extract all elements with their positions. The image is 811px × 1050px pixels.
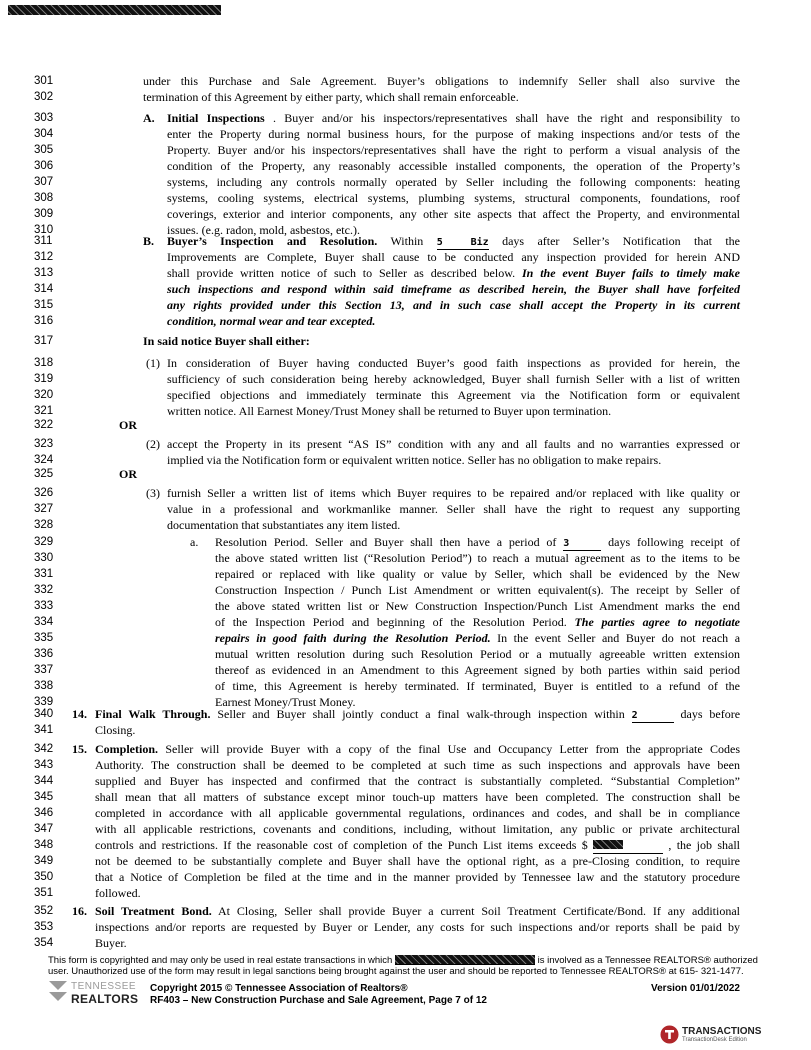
section-label: 15. [72, 742, 87, 756]
text: thereof as evidenced in an Amendment to this Agreement signed by both parties within said period [215, 663, 740, 677]
bold-text: In said notice Buyer shall either: [143, 334, 310, 348]
bold-text: OR [119, 467, 137, 481]
line-number: 349 [34, 855, 54, 867]
text: Closing. [95, 723, 136, 737]
line-text [95, 741, 740, 757]
line-number: 316 [34, 315, 54, 327]
line-number: 341 [34, 724, 54, 736]
line-number: 314 [34, 283, 54, 295]
line-350 [0, 869, 811, 885]
line-number: 326 [34, 487, 54, 499]
line-text [95, 919, 740, 935]
redacted-licensee [395, 955, 535, 965]
line-text [215, 614, 740, 630]
line-text [95, 885, 740, 901]
bold-italic-text: any rights provided under this Section 13, and in such case shall accept the Property in its current [167, 298, 740, 312]
line-351 [0, 885, 811, 901]
line-number: 301 [34, 75, 54, 87]
line-text [167, 517, 740, 533]
bold-italic-text: condition, normal wear and tear excepted. [167, 314, 376, 328]
bold-text: Initial Inspections [167, 111, 265, 125]
text: Within [390, 234, 424, 248]
line-number: 336 [34, 648, 54, 660]
line-text [215, 598, 740, 614]
line-text [167, 174, 740, 190]
section-label: (1) [146, 356, 160, 370]
line-345 [0, 789, 811, 805]
section-label: B. [143, 234, 155, 248]
line-number: 320 [34, 389, 54, 401]
line-number: 328 [34, 519, 54, 531]
line-text [167, 501, 740, 517]
section-label: 16. [72, 904, 87, 918]
line-303 [0, 110, 811, 126]
line-315 [0, 297, 811, 313]
text: Resolution Period. Seller and Buyer shall then have a period of [215, 535, 557, 549]
line-352 [0, 903, 811, 919]
text: written notice. All Earnest Money/Trust Money shall be returned to Buyer upon termination. [167, 404, 612, 418]
line-328 [0, 517, 811, 533]
line-text [167, 281, 740, 297]
text-continued: , the job shall [668, 838, 741, 852]
line-number: 347 [34, 823, 54, 835]
text: At Closing, Seller shall provide Buyer a current Soil Treatment Certificate/Bond. If any additional [218, 904, 740, 918]
text: with all applicable restrictions, covenants and conditions, including, without limitation, any public or private architectural [95, 822, 740, 836]
line-306 [0, 158, 811, 174]
text: issues. (e.g. radon, mold, asbestos, etc.). [167, 223, 360, 237]
form-title: RF403 – New Construction Purchase and Sale Agreement, Page 7 of 12 [150, 995, 487, 1006]
text: accept the Property in its present “AS IS” condition with any and all faults and no warranties expressed or [167, 437, 740, 451]
section-label: 14. [72, 707, 87, 721]
badge-title: TRANSACTIONS [682, 1026, 762, 1037]
line-number: 345 [34, 791, 54, 803]
transactions-logo-icon [660, 1025, 679, 1044]
line-number: 338 [34, 680, 54, 692]
line-number: 319 [34, 373, 54, 385]
fill-in-blank[interactable]: 5 Biz [436, 237, 489, 248]
redacted-amount [593, 840, 623, 849]
line-text [167, 436, 740, 452]
line-329 [0, 534, 811, 550]
text: Improvements are Complete, Buyer shall cause to be conducted any inspection provided for herein AND [167, 250, 740, 264]
text: Authority. The construction shall be deemed to be completed at such time as such inspections and approvals have been [95, 758, 740, 772]
line-text [215, 662, 740, 678]
line-number: 310 [34, 224, 54, 236]
bold-text: OR [119, 418, 137, 432]
section-label: (2) [146, 437, 160, 451]
line-number: 354 [34, 937, 54, 949]
bold-text: Completion. [95, 742, 158, 756]
line-text [95, 773, 740, 789]
line-text [119, 466, 219, 482]
logo-text-top: TENNESSEE [71, 981, 137, 992]
line-333 [0, 598, 811, 614]
line-313 [0, 265, 811, 281]
logo-text-bottom: REALTORS [71, 992, 139, 1006]
line-number: 339 [34, 696, 54, 708]
text: inspections and/or reports are requested by Buyer or Lender, any costs for such inspections and/or reports shall be paid by [95, 920, 740, 934]
fill-in-blank[interactable]: 3 [563, 538, 601, 551]
line-text [167, 233, 740, 250]
section-label: a. [190, 535, 199, 549]
bold-text: Soil Treatment Bond. [95, 904, 212, 918]
line-number: 309 [34, 208, 54, 220]
copyright-notice-line-2: user. Unauthorized use of the form may result in legal sanctions being brought against the user and should be reported to Tennessee REALTORS® at 615- 321-1477. [48, 966, 744, 977]
text: termination of this Agreement by either party, which shall remain enforceable. [143, 90, 519, 104]
line-number: 346 [34, 807, 54, 819]
text: systems, cooling systems, electrical systems, plumbing systems, structural components, foundations, roof [167, 191, 740, 205]
text: enter the Property during normal business hours, for the purpose of making inspections and/or tests of the [167, 127, 740, 141]
line-text [95, 903, 740, 919]
line-number: 303 [34, 112, 54, 124]
line-text [95, 789, 740, 805]
fill-in-blank[interactable] [593, 840, 663, 854]
line-327 [0, 501, 811, 517]
line-text [167, 313, 740, 329]
line-number: 311 [34, 235, 53, 247]
line-308 [0, 190, 811, 206]
text: value in a professional and workmanlike manner. Seller shall have the right to request any supporting [167, 502, 740, 516]
line-text [143, 73, 740, 89]
line-349 [0, 853, 811, 869]
line-316 [0, 313, 811, 329]
line-text [215, 550, 740, 566]
text: under this Purchase and Sale Agreement. Buyer’s obligations to indemnify Seller shall also survive the [143, 74, 740, 88]
line-number: 351 [34, 887, 54, 899]
text: condition of the Property, any reasonably accessible installed components, the operation of the Property’s [167, 159, 740, 173]
line-334 [0, 614, 811, 630]
text-continued: days following receipt of [608, 535, 741, 549]
line-text [95, 821, 740, 837]
line-326 [0, 485, 811, 501]
line-354 [0, 935, 811, 951]
bold-italic-text: repairs in good faith during the Resolution Period. [215, 631, 491, 645]
line-number: 312 [34, 251, 54, 263]
line-number: 306 [34, 160, 54, 172]
line-text [167, 485, 740, 501]
line-text [167, 297, 740, 313]
bold-text: Buyer’s Inspection and Resolution. [167, 234, 378, 248]
line-342 [0, 741, 811, 757]
line-text [167, 190, 740, 206]
line-text [95, 869, 740, 885]
line-text [95, 853, 740, 869]
bold-italic-text: The parties agree to negotiate [574, 615, 740, 629]
text: of the Inspection Period and beginning of the Resolution Period. [215, 615, 567, 629]
line-number: 323 [34, 438, 54, 450]
line-number: 322 [34, 419, 54, 431]
line-text [167, 142, 740, 158]
line-text [95, 935, 740, 951]
line-number: 305 [34, 144, 54, 156]
text: implied via the Notification form or equivalent written notice. Seller has no obligation to make repairs. [167, 453, 662, 467]
line-text [215, 646, 740, 662]
line-348 [0, 837, 811, 853]
version-label: Version 01/01/2022 [651, 983, 740, 994]
line-312 [0, 249, 811, 265]
line-319 [0, 371, 811, 387]
fill-in-blank[interactable]: 2 [632, 710, 674, 723]
line-text [95, 722, 740, 738]
line-318 [0, 355, 811, 371]
line-number: 353 [34, 921, 54, 933]
line-number: 350 [34, 871, 54, 883]
line-text [95, 757, 740, 773]
line-text [167, 110, 740, 126]
line-317 [0, 333, 811, 349]
text-continued: days before [680, 707, 741, 721]
line-text [119, 417, 219, 433]
text: followed. [95, 886, 141, 900]
text: In consideration of Buyer having conducted Buyer’s good faith inspections as provided for herein, the [167, 356, 740, 370]
text: specified objections and immediately terminate this Agreement via the Notification form or equivalent [167, 388, 740, 402]
line-311 [0, 233, 811, 249]
line-309 [0, 206, 811, 222]
line-number: 344 [34, 775, 54, 787]
logo-mark-icon [47, 979, 69, 1003]
notice-part-1: This form is copyrighted and may only be used in real estate transactions in which [48, 955, 393, 966]
line-number: 313 [34, 267, 54, 279]
line-text [167, 126, 740, 142]
line-305 [0, 142, 811, 158]
line-343 [0, 757, 811, 773]
line-text [167, 371, 740, 387]
line-307 [0, 174, 811, 190]
text: coverings, exterior and interior components, any other site aspects that affect the Property, and environmental [167, 207, 740, 221]
text: controls and restrictions. If the reasonable cost of completion of the Punch List items exceeds $ [95, 838, 588, 852]
line-number: 329 [34, 536, 54, 548]
text-continued: In the event Seller and Buyer do not reach a [497, 631, 741, 645]
line-335 [0, 630, 811, 646]
text: furnish Seller a written list of items which Buyer requires to be repaired and/or replaced with like quality or [167, 486, 740, 500]
line-number: 304 [34, 128, 54, 140]
notice-part-2: is involved as a Tennessee REALTORS® authorized [537, 955, 758, 966]
line-text [143, 89, 740, 105]
text: Property. Buyer and/or his inspectors/representatives shall have the right to perform a visual analysis of the [167, 143, 740, 157]
text: repaired or replaced with like quality or value by Seller, which shall be evidenced by the New [215, 567, 740, 581]
line-number: 342 [34, 743, 54, 755]
tennessee-realtors-logo [47, 979, 137, 1005]
line-number: 324 [34, 454, 54, 466]
line-number: 317 [34, 335, 54, 347]
line-text [167, 249, 740, 265]
text: Construction Inspection / Punch List Amendment or written equivalent(s). The receipt by Seller of [215, 583, 740, 597]
bold-italic-text: such inspections and respond within said timeframe as described herein, the Buyer shall have forfeited [167, 282, 740, 296]
text: shall mean that all matters of substance except minor touch-up matters have been completed. The construction shall be [95, 790, 740, 804]
line-text [167, 355, 740, 371]
line-text [143, 333, 740, 349]
line-number: 321 [34, 405, 54, 417]
line-number: 340 [34, 708, 54, 720]
text: Buyer. [95, 936, 127, 950]
line-336 [0, 646, 811, 662]
text: systems, including any controls normally operated by Seller including the following components: heating [167, 175, 740, 189]
line-346 [0, 805, 811, 821]
text: Earnest Money/Trust Money. [215, 695, 356, 709]
bold-italic-text: In the event Buyer fails to timely make [521, 266, 741, 280]
text: . Buyer and/or his inspectors/representatives shall have the right and responsibility to [272, 111, 740, 125]
badge-subtitle: TransactionDesk Edition [682, 1037, 747, 1043]
line-344 [0, 773, 811, 789]
text: shall provide written notice of such to Seller as described below. [167, 266, 516, 280]
text: supplied and Buyer has inspected and confirmed that the contract is substantially completed. “Substantial Completion” [95, 774, 740, 788]
line-number: 337 [34, 664, 54, 676]
line-347 [0, 821, 811, 837]
line-text [215, 566, 740, 582]
line-number: 325 [34, 468, 54, 480]
copyright-notice-line-1 [48, 955, 758, 966]
line-text [95, 805, 740, 821]
text: of time, this Agreement is hereby terminated. If terminated, Buyer is entitled to a refund of the [215, 679, 740, 693]
line-text [167, 265, 740, 281]
line-text [215, 534, 740, 551]
line-320 [0, 387, 811, 403]
line-331 [0, 566, 811, 582]
line-338 [0, 678, 811, 694]
text: Seller will provide Buyer with a copy of the final Use and Occupancy Letter from the appropriate Codes [165, 742, 740, 756]
line-341 [0, 722, 811, 738]
text: completed in accordance with all applicable governmental regulations, ordinances and codes, and shall be in compliance [95, 806, 740, 820]
line-text [215, 678, 740, 694]
line-325 [0, 466, 811, 482]
transactions-badge [660, 1025, 780, 1045]
line-353 [0, 919, 811, 935]
text: not be deemed to be substantially complete and Buyer shall have the optional right, as a pre-Closing condition, to require [95, 854, 740, 868]
text: the above stated written list or New Construction Inspection/Punch List Amendment marks the end [215, 599, 740, 613]
line-number: 334 [34, 616, 54, 628]
line-text [95, 837, 740, 854]
line-number: 332 [34, 584, 54, 596]
line-302 [0, 89, 811, 105]
line-304 [0, 126, 811, 142]
line-text [167, 158, 740, 174]
line-number: 348 [34, 839, 54, 851]
line-number: 330 [34, 552, 54, 564]
line-number: 331 [34, 568, 54, 580]
text: Seller and Buyer shall jointly conduct a final walk-through inspection within [217, 707, 625, 721]
line-number: 335 [34, 632, 54, 644]
text: that a Notice of Completion be filed at the time and in the manner provided by Tennessee law and the statutory procedure [95, 870, 740, 884]
line-332 [0, 582, 811, 598]
line-number: 333 [34, 600, 54, 612]
line-number: 307 [34, 176, 54, 188]
section-label: (3) [146, 486, 160, 500]
line-number: 352 [34, 905, 54, 917]
line-text [167, 206, 740, 222]
line-number: 318 [34, 357, 54, 369]
line-330 [0, 550, 811, 566]
line-number: 327 [34, 503, 54, 515]
line-340 [0, 706, 811, 722]
text: mutual written resolution during such Resolution Period or a mutually agreeable written extension [215, 647, 740, 661]
line-322 [0, 417, 811, 433]
line-number: 315 [34, 299, 54, 311]
bold-text: Final Walk Through. [95, 707, 211, 721]
line-337 [0, 662, 811, 678]
section-label: A. [143, 111, 155, 125]
line-314 [0, 281, 811, 297]
line-text [167, 387, 740, 403]
copyright-line: Copyright 2015 © Tennessee Association of Realtors® [150, 983, 408, 994]
line-301 [0, 73, 811, 89]
text: sufficiency of such consideration being hereby acknowledged, Buyer shall furnish Seller with a list of written [167, 372, 740, 386]
text: documentation that substantiates any item listed. [167, 518, 401, 532]
line-text [95, 706, 740, 723]
line-text [215, 582, 740, 598]
text: the above stated written list (“Resolution Period”) to reach a mutual agreement as to the items to be [215, 551, 740, 565]
text-continued: days after Seller’s Notification that the [502, 234, 741, 248]
line-323 [0, 436, 811, 452]
redacted-header [8, 5, 221, 15]
line-text [215, 630, 740, 646]
line-number: 308 [34, 192, 54, 204]
line-number: 302 [34, 91, 54, 103]
line-number: 343 [34, 759, 54, 771]
